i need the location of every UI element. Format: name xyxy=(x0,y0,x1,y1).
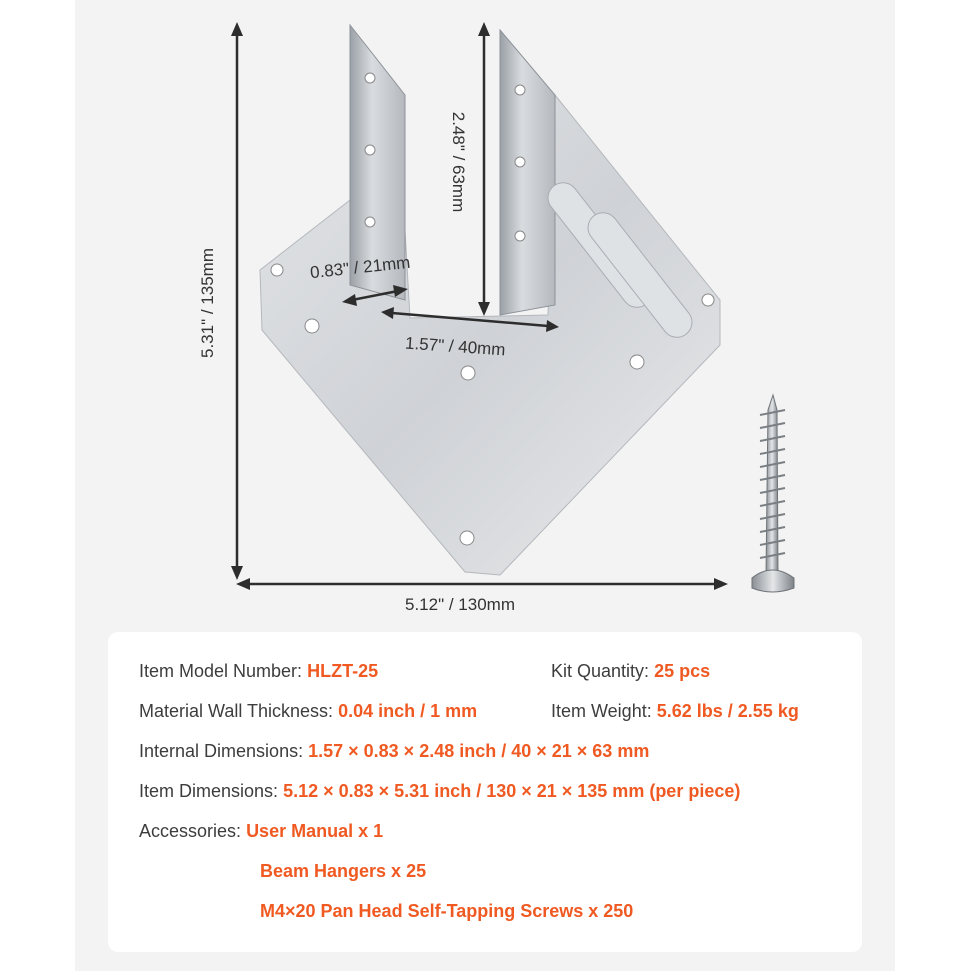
kit-quantity-label: Kit Quantity: xyxy=(551,661,650,681)
item-dimensions-value: 5.12 × 0.83 × 5.31 inch / 130 × 21 × 135 mm (per piece) xyxy=(283,781,741,801)
model-number-label: Item Model Number: xyxy=(139,661,303,681)
kit-quantity-row xyxy=(551,661,710,682)
accessory-item: User Manual x 1 xyxy=(246,821,384,841)
item-weight-label: Item Weight: xyxy=(551,701,652,721)
item-dimensions-label: Item Dimensions: xyxy=(139,781,279,801)
item-weight-row xyxy=(551,701,799,722)
wall-thickness-row xyxy=(139,701,477,722)
model-number-row xyxy=(139,661,378,682)
wall-thickness-value: 0.04 inch / 1 mm xyxy=(338,701,478,721)
accessory-item: M4×20 Pan Head Self-Tapping Screws x 250 xyxy=(260,901,634,921)
internal-dimensions-value: 1.57 × 0.83 × 2.48 inch / 40 × 21 × 63 mm xyxy=(308,741,650,761)
item-dimensions-row xyxy=(139,781,740,802)
height-dimension-label: 5.31" / 135mm xyxy=(198,248,217,358)
accessory-item: Beam Hangers x 25 xyxy=(260,861,427,881)
accessories-label: Accessories: xyxy=(139,821,242,841)
internal-dimensions-label: Internal Dimensions: xyxy=(139,741,304,761)
item-weight-value: 5.62 lbs / 2.55 kg xyxy=(656,701,799,721)
hole-icon xyxy=(365,73,375,83)
kit-quantity-value: 25 pcs xyxy=(654,661,711,681)
internal-dimensions-row xyxy=(139,741,649,762)
model-number-value: HLZT-25 xyxy=(307,661,379,681)
slot-width-dimension-label: 1.57" / 40mm xyxy=(404,333,507,360)
slot-depth-dimension-label: 2.48" / 63mm xyxy=(449,111,468,213)
accessories-row xyxy=(139,821,383,842)
wall-thickness-label: Material Wall Thickness: xyxy=(139,701,334,721)
beam-hanger-bracket xyxy=(260,25,720,575)
width-dimension-label: 5.12" / 130mm xyxy=(405,595,515,614)
flange-width-dimension-label: 0.83" / 21mm xyxy=(309,252,412,283)
screw-icon xyxy=(752,395,794,592)
specifications-card xyxy=(108,632,862,952)
